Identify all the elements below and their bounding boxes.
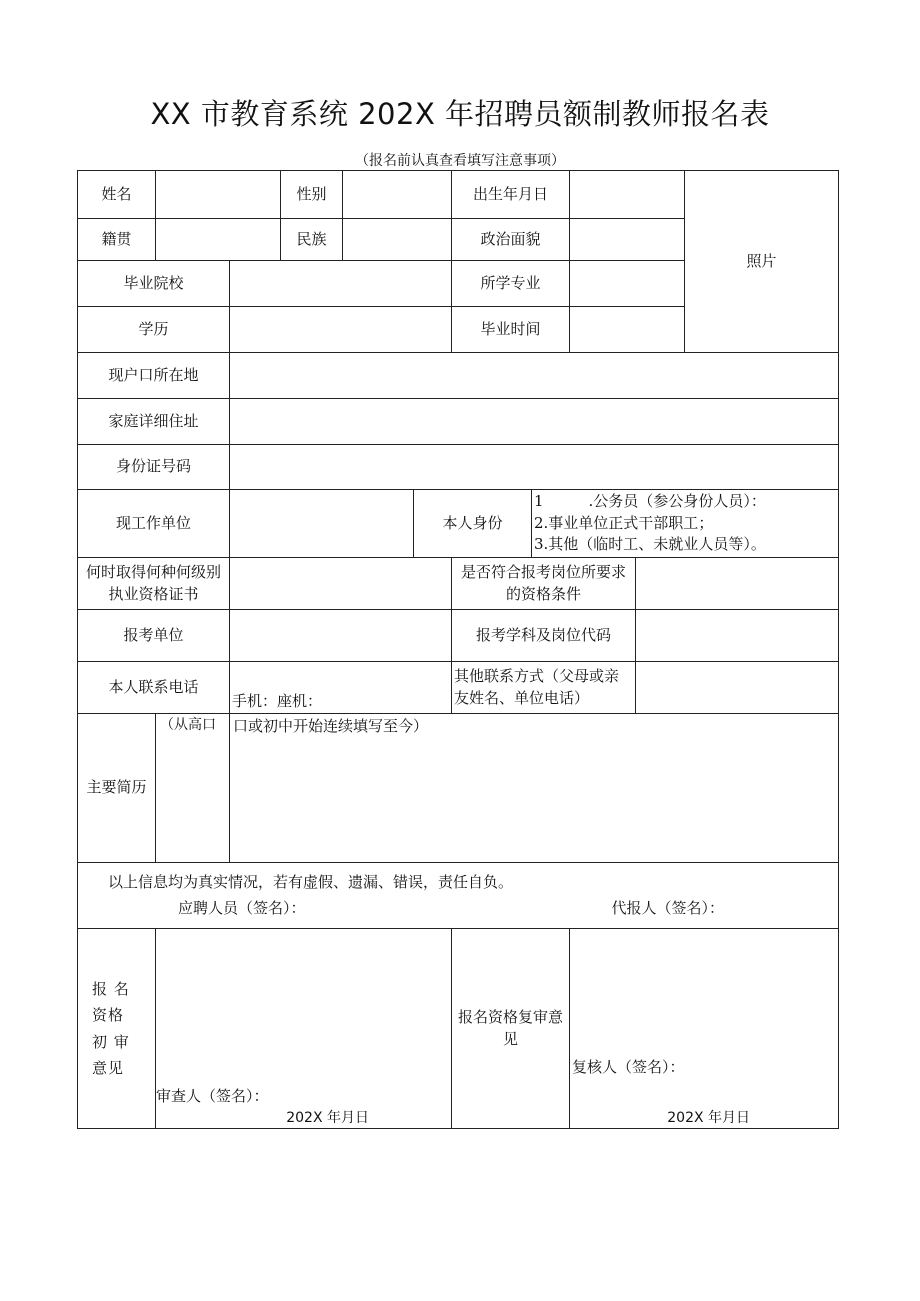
ethnicity-label: 民族	[281, 219, 343, 261]
form-title: XX 市教育系统 202X 年招聘员额制教师报名表	[150, 97, 770, 131]
qualify-label: 是否符合报考岗位所要求的资格条件	[452, 558, 636, 610]
rechecker-sign[interactable]: 复核人（签名）：	[572, 1058, 685, 1076]
apply-unit-label: 报考单位	[78, 610, 230, 662]
name-field[interactable]	[156, 171, 281, 219]
school-label: 毕业院校	[78, 261, 230, 307]
identity-label: 本人身份	[414, 490, 532, 558]
education-field[interactable]	[230, 307, 452, 353]
ethnicity-field[interactable]	[343, 219, 452, 261]
declaration-text: 以上信息均为真实情况，若有虚假、遗漏、错误，责任自负。	[108, 872, 514, 891]
photo-box[interactable]	[685, 171, 839, 353]
phone-label: 本人联系电话	[78, 662, 230, 714]
major-label: 所学专业	[452, 261, 570, 307]
photo-label: 照片	[746, 251, 777, 270]
certificate-label: 何时取得何种何级别执业资格证书	[78, 558, 230, 610]
hukou-label: 现户口所在地	[78, 353, 230, 399]
school-field[interactable]	[230, 261, 452, 307]
native-field[interactable]	[156, 219, 281, 261]
id-number-label: 身份证号码	[78, 445, 230, 490]
other-contact-field[interactable]	[636, 662, 839, 714]
other-contact-label: 其他联系方式（父母或亲友姓名、单位电话）	[452, 662, 636, 714]
grad-time-label: 毕业时间	[452, 307, 570, 353]
agent-sign[interactable]: 代报人（签名）：	[611, 898, 725, 917]
gender-label: 性别	[281, 171, 343, 219]
registration-table	[77, 170, 839, 1129]
gender-field[interactable]	[343, 171, 452, 219]
declaration-cell	[78, 863, 839, 929]
hukou-field[interactable]	[230, 353, 839, 399]
subject-code-label: 报考学科及岗位代码	[452, 610, 636, 662]
phone-field[interactable]	[230, 662, 452, 714]
review-date: 202X 年月日	[286, 1109, 369, 1126]
resume-hint-b: 口或初中开始连续填写至今）	[233, 717, 429, 735]
work-unit-label: 现工作单位	[78, 490, 230, 558]
certificate-field[interactable]	[230, 558, 452, 610]
major-field[interactable]	[570, 261, 685, 307]
address-label: 家庭详细住址	[78, 399, 230, 445]
identity-option-2[interactable]: 2.事业单位正式干部职工；	[534, 513, 714, 532]
politics-label: 政治面貌	[452, 219, 570, 261]
birth-field[interactable]	[570, 171, 685, 219]
initial-review-label: 报 名 资格 初 审意见	[78, 929, 156, 1129]
form-subtitle: （报名前认真查看填写注意事项）	[355, 153, 565, 169]
resume-hint-a: （从高口	[156, 714, 230, 863]
native-label: 籍贯	[78, 219, 156, 261]
name-label: 姓名	[78, 171, 156, 219]
second-review-label: 报名资格复审意见	[452, 929, 570, 1129]
address-field[interactable]	[230, 399, 839, 445]
identity-options[interactable]	[532, 490, 839, 558]
id-number-field[interactable]	[230, 445, 839, 490]
resume-field[interactable]	[230, 714, 839, 863]
work-unit-field[interactable]	[230, 490, 414, 558]
recheck-date: 202X 年月日	[667, 1109, 751, 1126]
education-label: 学历	[78, 307, 230, 353]
subject-code-field[interactable]	[636, 610, 839, 662]
grad-time-field[interactable]	[570, 307, 685, 353]
identity-option-1[interactable]: 1 .公务员（参公身份人员）：	[534, 491, 766, 510]
politics-field[interactable]	[570, 219, 685, 261]
identity-option-3[interactable]: 3.其他（临时工、未就业人员等）。	[534, 535, 766, 554]
applicant-sign[interactable]: 应聘人员（签名）：	[178, 898, 306, 917]
qualify-field[interactable]	[636, 558, 839, 610]
resume-label: 主要简历	[78, 714, 156, 863]
phone-value: 手机：座机：	[232, 692, 323, 711]
second-review-field[interactable]	[570, 929, 839, 1129]
initial-review-field[interactable]	[156, 929, 452, 1129]
apply-unit-field[interactable]	[230, 610, 452, 662]
reviewer-sign[interactable]: 审查人（签名）：	[156, 1086, 269, 1105]
birth-label: 出生年月日	[452, 171, 570, 219]
